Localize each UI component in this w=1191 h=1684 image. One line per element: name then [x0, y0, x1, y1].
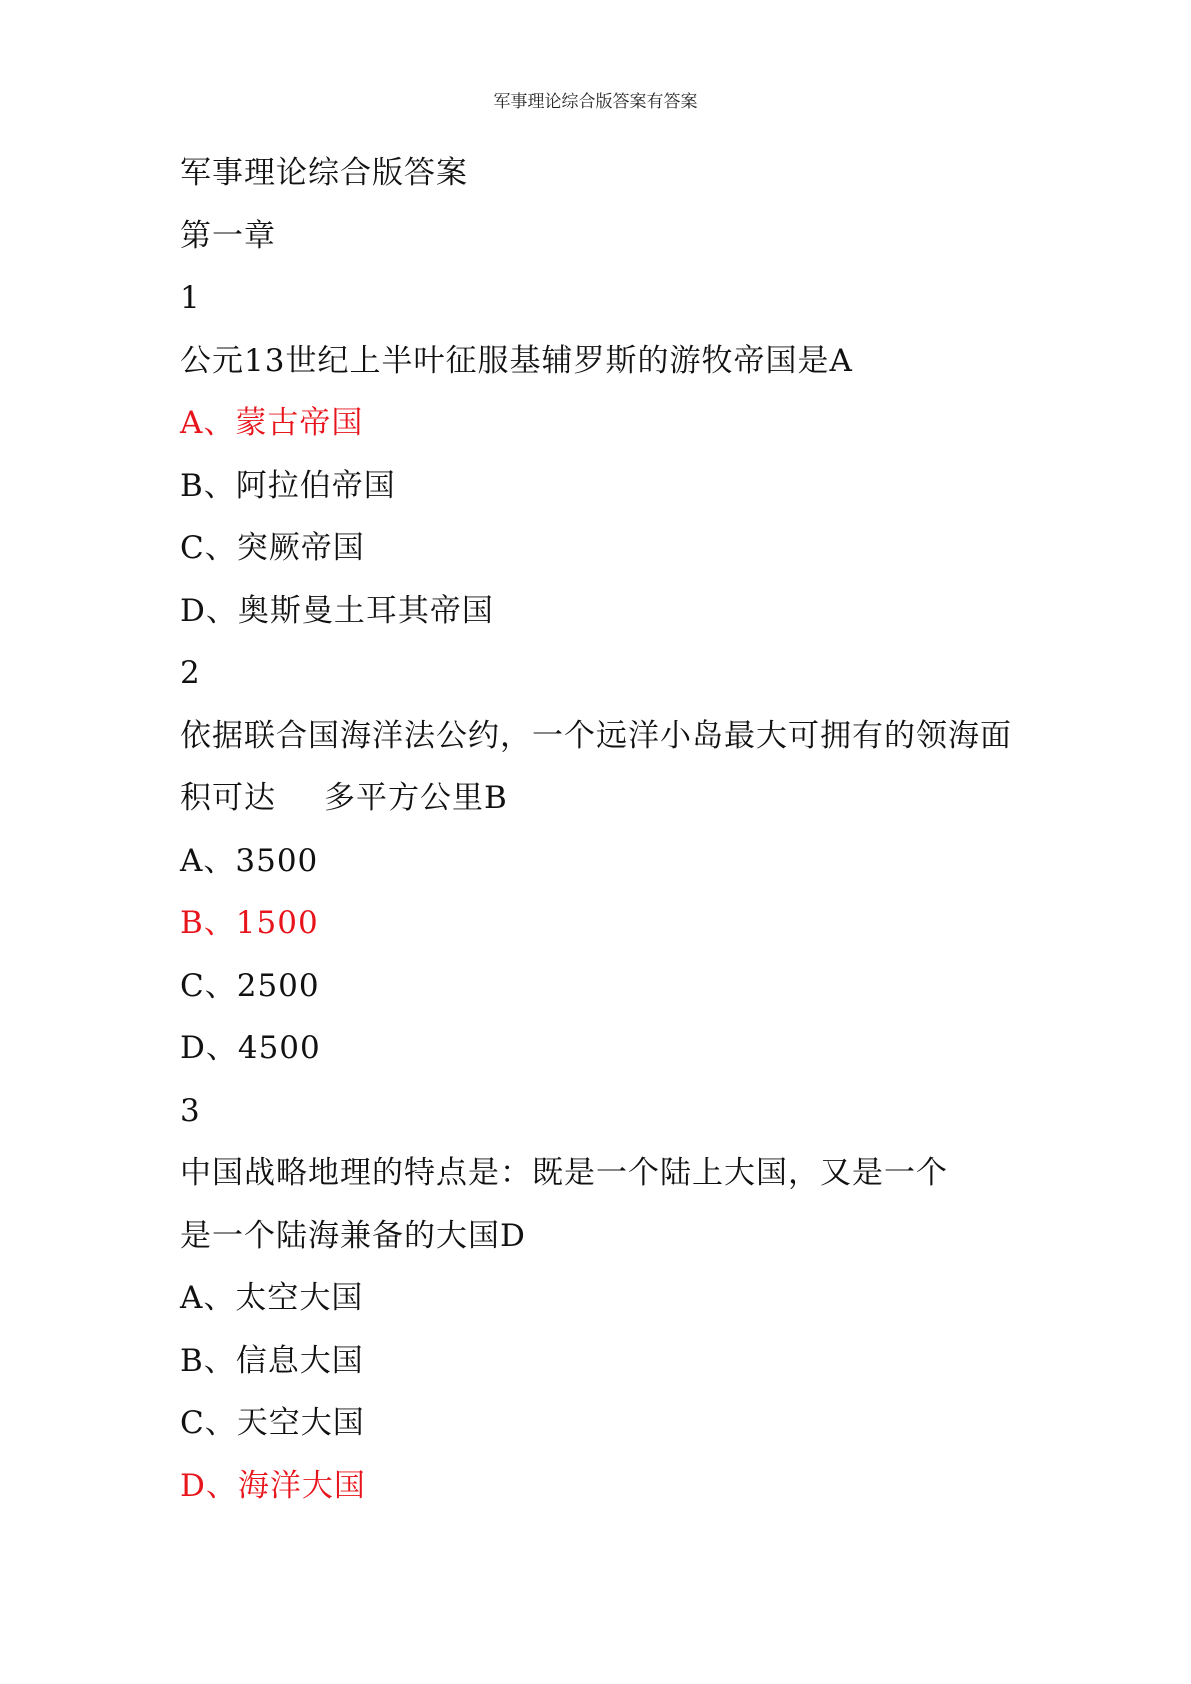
- option: C、突厥帝国: [180, 530, 365, 566]
- option: A、3500: [180, 842, 319, 879]
- option-correct: D、海洋大国: [180, 1467, 366, 1504]
- question-number: 1: [180, 280, 201, 316]
- question-stem-line: [180, 767, 1020, 830]
- document-title: 军事理论综合版答案: [180, 155, 468, 191]
- question-stem-line: 依据联合国海洋法公约，一个远洋小岛最大可拥有的领海面: [180, 717, 1012, 754]
- stem-part: 多平方公里B: [324, 780, 508, 816]
- question-stem-line: 中国战略地理的特点是：既是一个陆上大国，又是一个: [180, 1155, 948, 1191]
- option: D、奥斯曼土耳其帝国: [180, 592, 494, 629]
- option: C、2500: [180, 967, 320, 1004]
- option-correct: A、蒙古帝国: [180, 405, 364, 441]
- option: A、太空大国: [180, 1280, 364, 1316]
- question-number: 3: [180, 1092, 201, 1129]
- option-correct: B、1500: [180, 905, 319, 941]
- question-number: 2: [180, 655, 201, 691]
- running-header: 军事理论综合版答案有答案: [493, 92, 698, 112]
- option: B、信息大国: [180, 1342, 364, 1379]
- question-stem-line: 是一个陆海兼备的大国D: [180, 1217, 526, 1254]
- option: B、阿拉伯帝国: [180, 467, 396, 504]
- question-stem: 公元13世纪上半叶征服基辅罗斯的游牧帝国是A: [180, 342, 853, 379]
- option: D、4500: [180, 1030, 321, 1066]
- chapter-heading: 第一章: [180, 217, 276, 254]
- stem-part: 积可达: [180, 780, 276, 816]
- document-body: [180, 142, 1020, 1517]
- option: C、天空大国: [180, 1405, 365, 1441]
